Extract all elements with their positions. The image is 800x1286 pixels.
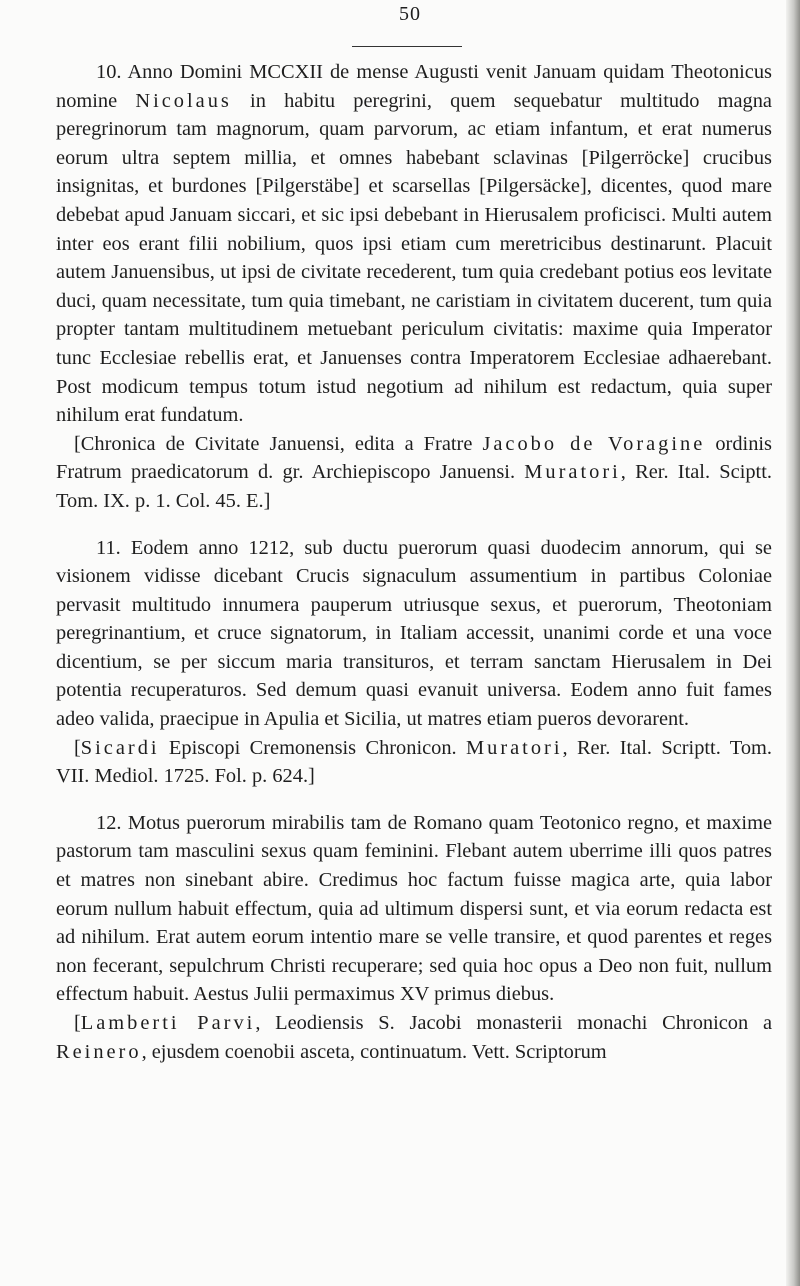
text-segment: ordinis Fratrum praedicatorum d. gr. Archiepiscopo Januensi. <box>56 432 772 484</box>
author-name: Lamberti Parvi <box>80 1012 256 1034</box>
text-segment: in habitu peregrini, quem sequebatur multitudo magna peregrinorum tam magnorum, quam parvorum, ac etiam infantum, et erat numerus eorum ultra septem millia, et omnes habebant sclavinas [Pilgerröcke] crucibus insignitas, et burdones [Pilgerstäbe] et scarsellas [Pilgersäcke], dicentes, quod mare debebat apud Januam siccari, et sic ipsi debebant in Hierusalem proficisci. Multi autem inter eos erant filii nobilium, quos ipsi etiam cum meretricibus destinarunt. Placuit autem Januensibus, ut ipsi de civitate recederent, tum quia credebant potius eos levitate duci, quam necessitate, tum quia timebant, ne caristiam in civitatem ducerent, tum quia propter tantam multitudinem metuebant periculum civitatis: maxime quia Imperator tunc Ecclesiae rebellis erat, et Januenses contra Imperatorem Ecclesiae adhaerebant. Post modicum tempus totum istud negotium ad nihilum est redactum, quia super nihilum erat fundatum. <box>56 89 772 427</box>
text-segment: [ <box>74 736 81 759</box>
body-paragraph <box>56 809 772 1009</box>
citation-paragraph <box>56 430 772 516</box>
text-segment: , Rer. Ital. Scriptt. Tom. VII. Mediol. 1725. Fol. p. 624.] <box>56 736 772 788</box>
text-segment: , ejusdem coenobii asceta, continuatum. Vett. Scriptorum <box>141 1040 607 1063</box>
text-segment: [Chronica de Civitate Januensi, edita a Fratre <box>74 432 483 455</box>
text-segment: , Leodiensis S. Jacobi monasterii monachi Chronicon a <box>255 1012 772 1034</box>
citation-paragraph <box>56 1009 772 1066</box>
text-segment: 10. Anno Domini MCCXII de mense Augusti venit Januam quidam Theotonicus nomine <box>56 61 772 112</box>
body-paragraph <box>56 534 772 734</box>
text-segment: [ <box>74 1012 81 1034</box>
page-edge-shadow <box>786 0 800 1286</box>
header-rule <box>352 46 462 47</box>
author-name: Jacobo de Voragine <box>482 432 706 455</box>
text-body <box>56 58 772 1066</box>
author-name: Reinero <box>56 1040 142 1063</box>
author-name: Muratori <box>466 736 563 759</box>
body-paragraph <box>56 58 772 430</box>
text-segment: 12. Motus puerorum mirabilis tam de Romano quam Teotonico regno, et maxime pastorum tam masculini sexus quam feminini. Flebant autem uberrime illi quos patres et matres non sinebant abire. Credimus hoc factum fuisse magica arte, quia labor eorum nullum habuit effectum, quia ad ultimum dispersi sunt, et via eorum redacta est ad nihilum. Erat autem eorum intentio mare se velle transire, et quod parentes et reges non fecerant, sepulchrum Christi recuperare; sed quia hoc opus a Deo non fuit, nullum effectum habuit. Aestus Julii permaximus XV primus diebus. <box>56 811 772 1006</box>
citation-paragraph <box>56 734 772 791</box>
author-name: Nicolaus <box>135 89 232 112</box>
text-segment: , Rer. Ital. Sciptt. Tom. IX. p. 1. Col. 45. E.] <box>56 461 772 512</box>
text-segment: Episcopi Cremonensis Chronicon. <box>159 736 467 759</box>
text-segment: 11. Eodem anno 1212, sub ductu puerorum quasi duodecim annorum, qui se visionem vidisse dicebant Crucis signaculum assumentium in partibus Coloniae pervasit multitudo innumera pauperum utriusque sexus, et puerorum, Theotoniam peregrinantium, et cruce signatorum, in Italiam accessit, unanimi corde et una voce dicentium, se per siccum maria transituros, et terram sanctam Hierusalem in Dei potentia recuperaturos. Sed demum quasi evanuit universa. Eodem anno fuit fames adeo valida, praecipue in Apulia et Sicilia, ut matres etiam pueros devorarent. <box>56 536 772 731</box>
page-number: 50 <box>399 3 421 25</box>
author-name: Muratori <box>524 461 621 484</box>
author-name: Sicardi <box>80 736 160 759</box>
